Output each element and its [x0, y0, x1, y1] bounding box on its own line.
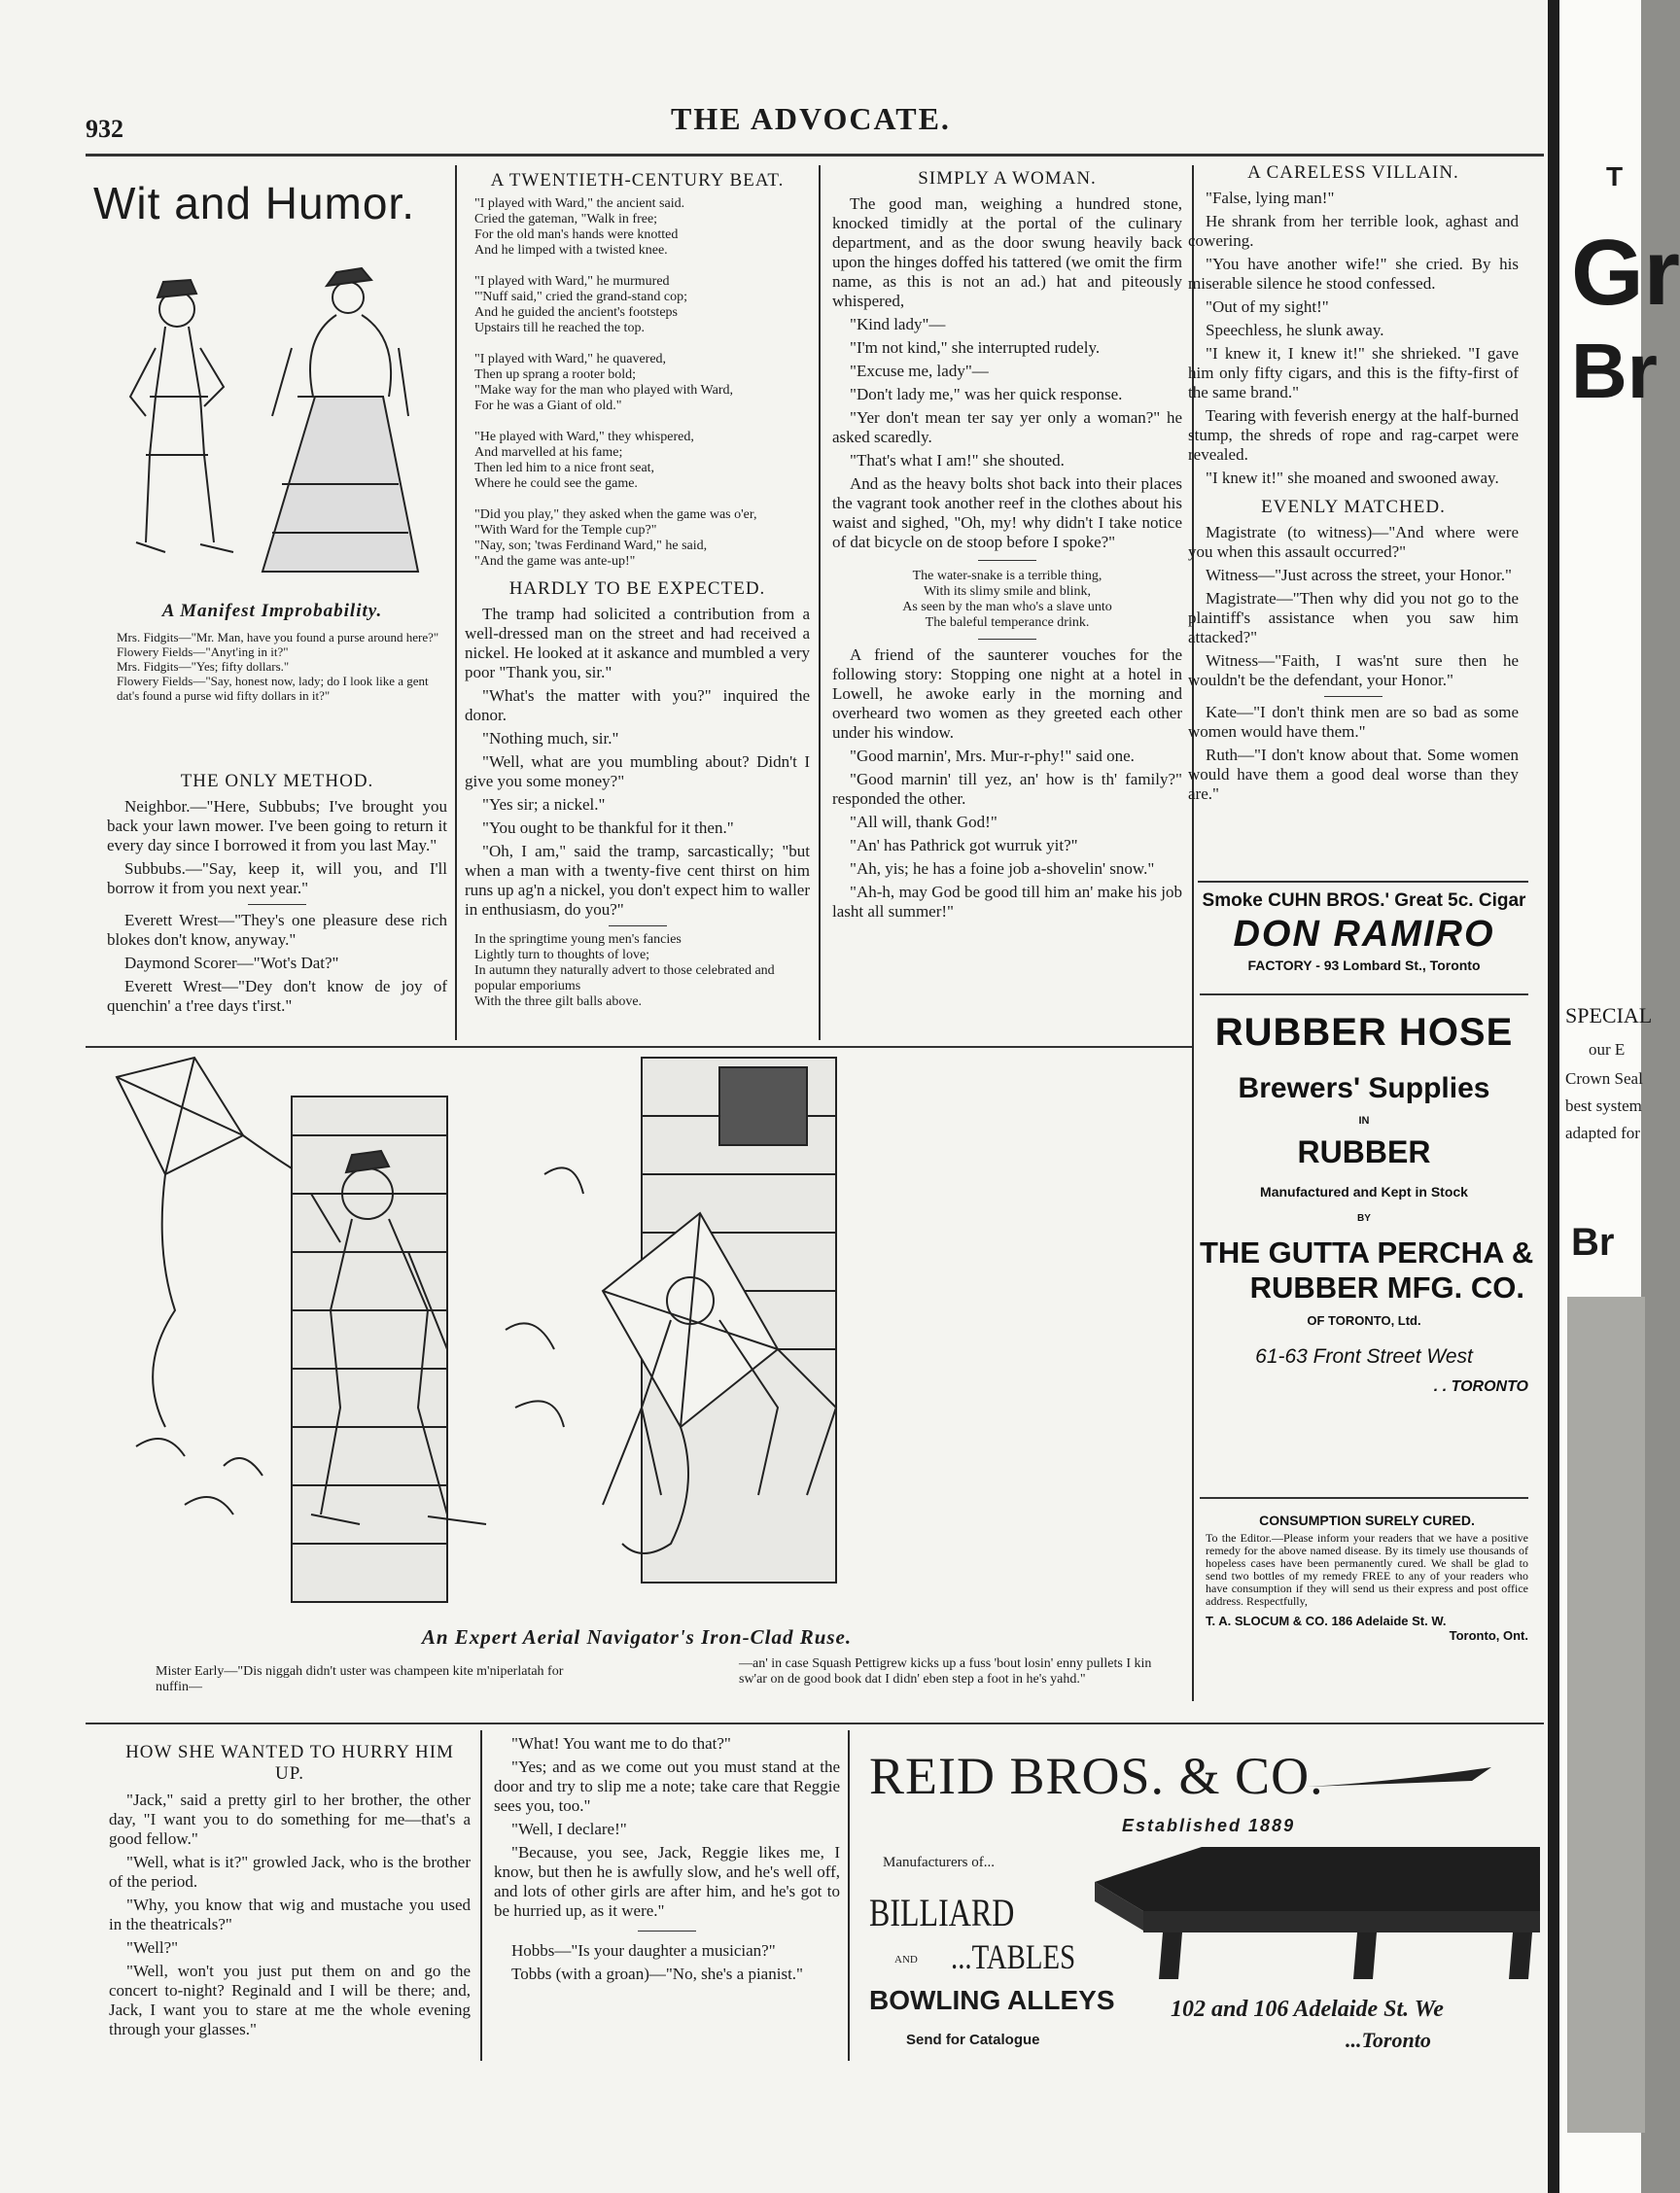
divider	[638, 1931, 696, 1932]
kate-ruth-paragraph: Ruth—"I don't know about that. Some women would have them a good deal worse than they are."	[1188, 746, 1519, 803]
villain-paragraph: Tearing with feverish energy at the half-burned stump, the shreds of rope and rag-carpet were revealed.	[1188, 406, 1519, 464]
spring-verse: In the springtime young men's fancies Lightly turn to thoughts of love; In autumn they naturally advert to those celebrated and popular emporiums With the three gilt balls above.	[474, 932, 775, 1009]
cartoon-manifest-improbability	[107, 251, 438, 591]
billiard-table-illustration	[1085, 1843, 1540, 1989]
hurry-paragraph: "Jack," said a pretty girl to her brother, the other day, "I want you to do something for me—that's a good fellow."	[109, 1791, 471, 1848]
reid-address: 102 and 106 Adelaide St. We	[1171, 1997, 1444, 2022]
hose-by: BY	[1357, 1213, 1371, 1224]
hurry-continued: "Because, you see, Jack, Reggie likes me, I know, but then he is awfully slow, and he's well off, and lots of other girls are after him, and he's got to be hurried up, as it were."	[494, 1843, 840, 1920]
hardly-title: HARDLY TO BE EXPECTED.	[508, 578, 766, 599]
woman-paragraph: And as the heavy bolts shot back into their places the vagrant took another reef in the clothes about his waist and sighed, "Oh, my! why didn't I take notice of dat bicycle on de stoop before I spoke?"	[832, 474, 1182, 551]
adjacent-page-strip	[1548, 0, 1680, 2193]
cigar-brand: DON RAMIRO	[1233, 914, 1495, 955]
reid-and: AND	[894, 1954, 918, 1966]
hurry-paragraph: "Well, what is it?" growled Jack, who is the brother of the period.	[109, 1853, 471, 1891]
big-cartoon-left-text: Mister Early—"Dis niggah didn't uster was champeen kite m'niperlatah for nuffin—	[156, 1664, 564, 1694]
hose-line: Brewers' Supplies	[1238, 1072, 1490, 1104]
matched-title: EVENLY MATCHED.	[1261, 497, 1446, 517]
hose-manufactured: Manufactured and Kept in Stock	[1260, 1184, 1468, 1200]
villain-title: A CARELESS VILLAIN.	[1247, 162, 1459, 183]
matched-paragraph: Magistrate (to witness)—"And where were you when this assault occurred?"	[1188, 523, 1519, 561]
divider	[978, 639, 1036, 640]
cartoon-caption: A Manifest Improbability.	[161, 601, 383, 621]
hurry-paragraph: "Why, you know that wig and mustache you used in the theatricals?"	[109, 1896, 471, 1933]
only-method-paragraph: Subbubs.—"Say, keep it, will you, and I'll borrow it from you next year."	[107, 859, 447, 897]
hardly-paragraph: "Yes sir; a nickel."	[482, 795, 606, 814]
woman-paragraph: "Yer don't mean ter say yer only a woman?" he asked scaredly.	[832, 408, 1182, 446]
villain-paragraph: Speechless, he slunk away.	[1206, 321, 1384, 339]
reid-manufacturers: Manufacturers of...	[883, 1855, 995, 1870]
column-rule	[455, 165, 457, 1040]
friend-paragraph: "All will, thank God!"	[850, 813, 998, 831]
beat-title: A TWENTIETH-CENTURY BEAT.	[490, 170, 785, 191]
hose-company: RUBBER MFG. CO.	[1249, 1271, 1524, 1305]
reid-name: REID BROS. & CO.	[869, 1747, 1324, 1805]
strip-heading: Br	[1571, 1221, 1615, 1264]
rubber-hose-ad	[1200, 1011, 1534, 1499]
consumption-title: CONSUMPTION SURELY CURED.	[1259, 1513, 1475, 1528]
reid-tables: ...TABLES	[951, 1937, 1076, 1976]
hurry-paragraph: "Well?"	[126, 1938, 179, 1957]
strip-line: adapted for	[1565, 1124, 1640, 1142]
column-rule	[848, 1730, 850, 2061]
friend-paragraph: A friend of the saunterer vouches for the following story: Stopping one night at a hotel in Lowell, he awoke early in the morning and overheard two women as they greeted each other under his window.	[832, 645, 1182, 742]
matched-paragraph: Magistrate—"Then why did you not go to the plaintiff's assistance when you saw him attacked?"	[1188, 589, 1519, 646]
only-method-title: THE ONLY METHOD.	[180, 771, 374, 791]
woman-title: SIMPLY A WOMAN.	[918, 168, 1097, 189]
strip-illustration	[1567, 1297, 1645, 2133]
cigar-line: Smoke CUHN BROS.' Great 5c. Cigar	[1202, 890, 1526, 911]
strip-line: best system	[1565, 1096, 1642, 1115]
woman-paragraph: "That's what I am!" she shouted.	[850, 451, 1065, 470]
matched-paragraph: Witness—"Faith, I was'nt sure then he wouldn't be the defendant, your Honor."	[1188, 651, 1519, 689]
hurry-continued: "What! You want me to do that?"	[511, 1734, 731, 1753]
hardly-paragraph: "Well, what are you mumbling about? Didn't I give you some money?"	[465, 752, 810, 790]
woman-paragraph: "Kind lady"—	[850, 315, 946, 333]
friend-paragraph: "Ah, yis; he has a foine job a-shovelin' snow."	[850, 859, 1155, 878]
reid-catalogue: Send for Catalogue	[906, 2032, 1040, 2048]
reid-established: Established 1889	[1122, 1816, 1296, 1835]
reid-billiard: BILLIARD	[869, 1891, 1015, 1934]
friend-paragraph: "An' has Pathrick got wurruk yit?"	[850, 836, 1078, 854]
consumption-text: To the Editor.—Please inform your readers that we have a positive remedy for the above named disease. By its timely use thousands of hopeless cases have been permanently cured. We shall be glad to send two bottles of my remedy FREE to any of your readers who have consumption if they will send us their express and post office address. Respectfully,	[1206, 1531, 1528, 1608]
friend-paragraph: "Good marnin' till yez, an' how is th' family?" responded the other.	[832, 770, 1182, 808]
strip-special: SPECIAL	[1565, 1003, 1653, 1027]
hardly-paragraph: "What's the matter with you?" inquired the donor.	[465, 686, 810, 724]
everett-paragraph: Everett Wrest—"They's one pleasure dese rich blokes don't know, anyway."	[107, 911, 447, 949]
everett-paragraph: Everett Wrest—"Dey don't know de joy of quenchin' a t'ree days t'irst."	[107, 977, 447, 1015]
villain-paragraph: "I knew it!" she moaned and swooned away.	[1206, 469, 1499, 487]
hardly-paragraph: "Oh, I am," said the tramp, sarcastically; "but when a man with a twenty-five cent thirst on him runs up ag'n a nickel, you don't expect him to waller in enthusiasm, do you?"	[465, 842, 811, 919]
villain-paragraph: "Out of my sight!"	[1206, 297, 1329, 316]
cartoon-dialog: Mrs. Fidgits—"Mr. Man, have you found a purse around here?" Flowery Fields—"Anyt'ing in it?" Mrs. Fidgits—"Yes; fifty dollars." Flowery Fields—"Say, honest now, lady; do I look like a gent dat's found a purse wid fifty dollars in it?"	[117, 630, 439, 703]
hose-address: 61-63 Front Street West	[1255, 1345, 1473, 1368]
woman-paragraph: The good man, weighing a hundred stone, knocked timidly at the portal of the culinary department, and as the door swung heavily back upon the hinges doffed his tattered (we omit the firm name, as this is not an ad.) hat and piteously whispered,	[832, 194, 1182, 310]
friend-paragraph: "Good marnin', Mrs. Mur-r-phy!" said one.	[850, 747, 1135, 765]
consumption-sign: T. A. SLOCUM & CO. 186 Adelaide St. W.	[1206, 1614, 1447, 1628]
kite-cartoon	[97, 1058, 1176, 1621]
snake-verse: The water-snake is a terrible thing, With its slimy smile and blink, As seen by the man who's a slave unto The baleful temperance drink.	[902, 569, 1112, 630]
strip-line: our E	[1589, 1040, 1626, 1059]
friend-paragraph: "Ah-h, may God be good till him an' make his job lasht all summer!"	[832, 883, 1182, 921]
hobbs-paragraph: Hobbs—"Is your daughter a musician?"	[511, 1941, 776, 1960]
strip-line: Crown Seal	[1565, 1069, 1643, 1088]
hose-title: RUBBER HOSE	[1214, 1011, 1514, 1054]
woman-paragraph: "I'm not kind," she interrupted rudely.	[850, 338, 1101, 357]
ad-rule	[1198, 881, 1528, 883]
kite-cartoon-illustration	[97, 1058, 1176, 1621]
reid-bros-ad	[859, 1734, 1540, 2065]
column-rule	[480, 1730, 482, 2061]
hurry-continued: "Well, I declare!"	[511, 1820, 627, 1838]
villain-paragraph: "False, lying man!"	[1206, 189, 1335, 207]
divider	[978, 560, 1036, 561]
divider	[248, 904, 306, 905]
hurry-continued: "Yes; and as we come out you must stand at the door and try to slip me a note; take care that Reggie sees you, too."	[494, 1758, 840, 1815]
hose-in: IN	[1358, 1115, 1370, 1127]
everett-paragraph: Daymond Scorer—"Wot's Dat?"	[124, 954, 339, 972]
strip-letter: T	[1606, 161, 1624, 191]
consumption-city: Toronto, Ont.	[1449, 1628, 1528, 1643]
villain-paragraph: "I knew it, I knew it!" she shrieked. "I gave him only fifty cigars, and this is the fifty-first of the same brand."	[1188, 344, 1519, 401]
beat-verse: "I played with Ward," the ancient said. Cried the gateman, "Walk in free; For the old man's hands were knotted And he limped with a twisted knee. "I played with Ward," he murmured "'Nuff said," cried the grand-stand cop; And he guided the ancient's footsteps Upstairs till he reached the top. "I played with Ward," he quavered, Then up sprang a rooter bold; "Make way for the man who played with Ward, For he was a Giant of old." "He played with Ward," they whispered, And marvelled at his fame; Then led him to a nice front seat, Where he could see the game. "Did you play," they asked when the game was o'er, "With Ward for the Temple cup?" "Nay, son; 'twas Ferdinand Ward," he said, "And the game was ante-up!"	[474, 196, 757, 569]
section-rule	[86, 1046, 1192, 1048]
divider	[1324, 696, 1382, 697]
column-rule	[819, 165, 821, 1040]
hurry-paragraph: "Well, won't you just put them on and go the concert to-night? Reginald and I will be there; and, Jack, I want you to stare at me the whole evening through your glasses."	[109, 1962, 471, 2038]
masthead-title: THE ADVOCATE.	[671, 101, 951, 136]
only-method-paragraph: Neighbor.—"Here, Subbubs; I've brought you back your lawn mower. I've been going to return it every day since I borrowed it from you last May."	[107, 797, 447, 854]
tramp-and-lady-illustration	[107, 251, 438, 591]
big-cartoon-caption: An Expert Aerial Navigator's Iron-Clad Ruse.	[421, 1625, 853, 1649]
divider	[609, 925, 667, 926]
hardly-paragraph: "You ought to be thankful for it then."	[482, 818, 734, 837]
hose-company: THE GUTTA PERCHA &	[1200, 1236, 1534, 1270]
page-number: 932	[86, 115, 123, 143]
villain-paragraph: He shrank from her terrible look, aghast and cowering.	[1188, 212, 1519, 250]
woman-paragraph: "Don't lady me," was her quick response.	[850, 385, 1123, 403]
villain-paragraph: "You have another wife!" she cried. By his miserable silence he stood confessed.	[1188, 255, 1519, 293]
consumption-ad	[1206, 1513, 1528, 1703]
wit-humor-heading: Wit and Humor.	[93, 178, 415, 228]
matched-paragraph: Witness—"Just across the street, your Honor."	[1206, 566, 1512, 584]
swash-decoration	[1307, 1758, 1501, 1796]
cigar-factory: FACTORY - 93 Lombard St., Toronto	[1247, 957, 1481, 973]
section-rule	[86, 1723, 1544, 1724]
hobbs-paragraph: Tobbs (with a groan)—"No, she's a pianist."	[511, 1965, 803, 1983]
reid-city: ...Toronto	[1346, 2028, 1431, 2052]
hardly-paragraph: The tramp had solicited a contribution from a well-dressed man on the street and had received a nickel. He looked at it askance and mumbled a very poor "Thank you, sir."	[465, 605, 810, 681]
strip-big-heading: Gr	[1571, 221, 1680, 325]
hardly-paragraph: "Nothing much, sir."	[482, 729, 619, 748]
cigar-ad	[1200, 887, 1528, 995]
hurry-title: HOW SHE WANTED TO HURRY HIM UP.	[125, 1742, 454, 1784]
big-cartoon-right-text: —an' in case Squash Pettigrew kicks up a fuss 'bout losin' enny pullets I kin sw'ar on de good book dat I didn' eben step a foot in he's yahd."	[739, 1656, 1152, 1687]
kate-ruth-paragraph: Kate—"I don't think men are so bad as some women would have them."	[1188, 703, 1519, 741]
hose-city: . . TORONTO	[1433, 1378, 1528, 1395]
reid-bowling: BOWLING ALLEYS	[869, 1985, 1115, 2015]
strip-big-heading: Br	[1571, 328, 1658, 414]
hose-rubber: RUBBER	[1297, 1134, 1431, 1169]
hose-of: OF TORONTO, Ltd.	[1307, 1313, 1421, 1328]
woman-paragraph: "Excuse me, lady"—	[850, 362, 989, 380]
